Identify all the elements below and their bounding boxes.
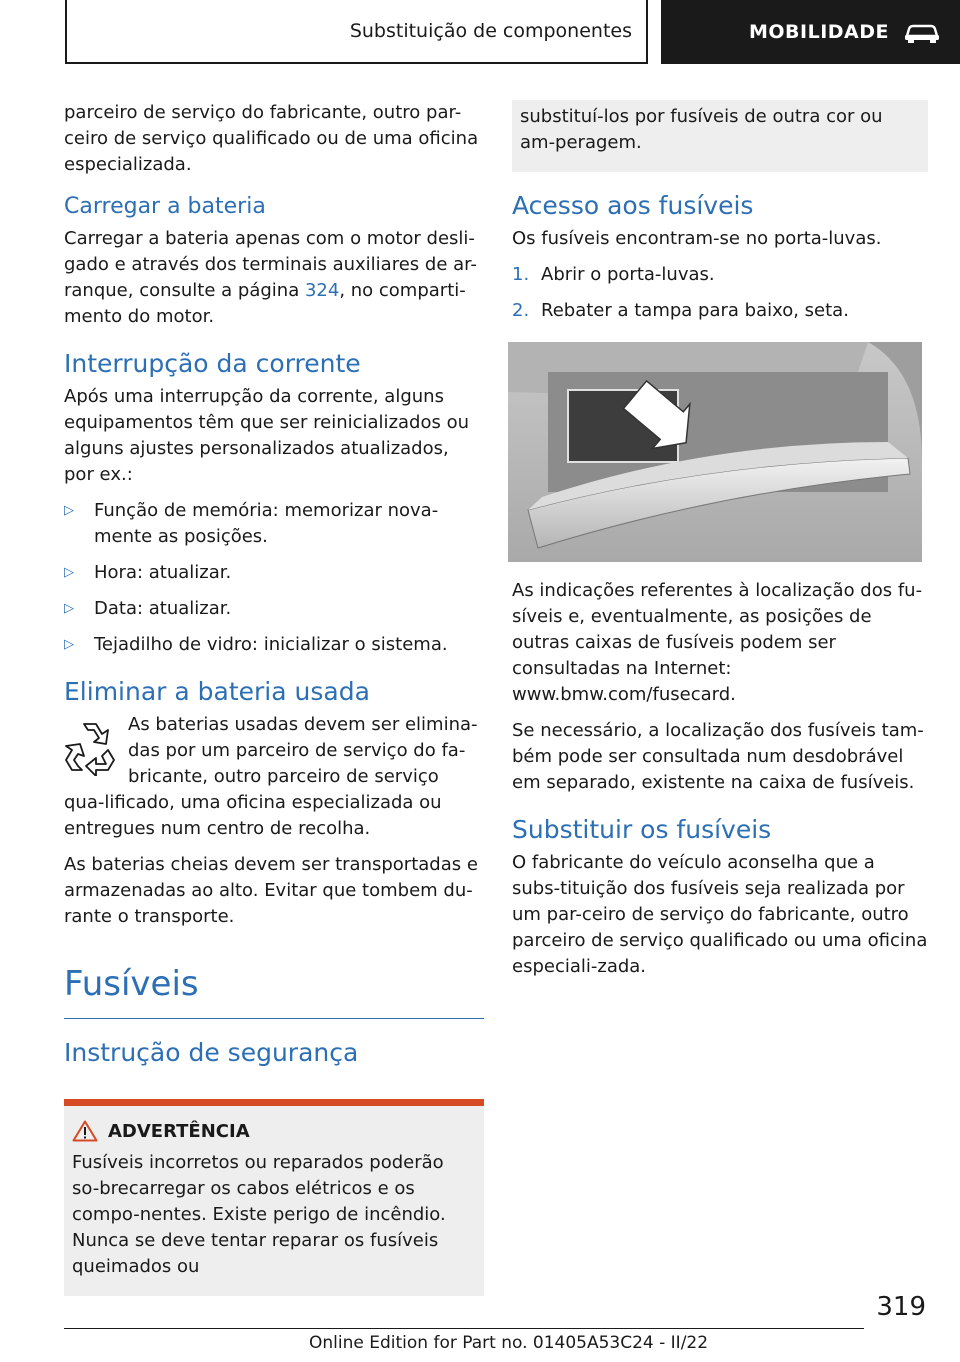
warning-header [72,1120,476,1142]
disposal-block [64,712,484,852]
triangle-bullet-icon: ▷ [64,601,74,616]
access-heading: Acesso aos fusíveis [512,191,754,220]
left-column [64,100,484,1296]
section-title: MOBILIDADE [749,21,890,43]
info-paragraph-1: As indicações referentes à localização dos fu-síveis e, eventualmente, as posições de outras caixas de fusíveis podem ser consultadas na Internet: www.bmw.com/fusecard. [512,580,923,705]
page-ref-link[interactable]: 324 [304,280,340,301]
charge-paragraph: Carregar a bateria apenas com o motor desli-gado e através dos terminais auxiliares de ar-ranque, consulte a página 324, no comparti-mento do motor. [64,228,477,327]
replace-heading: Substituir os fusíveis [512,815,772,844]
glovebox-photo [508,342,922,562]
interruption-list [64,498,484,658]
heading-divider [64,1018,484,1019]
list-item: ▷ Hora: atualizar. [64,560,484,586]
triangle-bullet-icon: ▷ [64,565,74,580]
replace-paragraph: O fabricante do veículo aconselha que a subs-tituição dos fusíveis seja realizada por um par-ceiro de serviço do fabricante, outro parceiro de serviço qualificado ou uma oficina especiali-zada. [512,852,928,977]
warning-continued-text: substituí-los por fusíveis de outra cor ou am-peragem. [520,106,883,153]
warning-text: Fusíveis incorretos ou reparados poderão so-brecarregar os cabos elétricos e os compo-nentes. Existe perigo de incêndio. Nunca se deve tentar reparar os fusíveis queimados ou [72,1152,446,1277]
warning-box [64,1099,484,1296]
warning-label: ADVERTÊNCIA [108,1120,250,1142]
warning-continued-box [512,100,928,172]
page-number: 319 [876,1292,926,1322]
access-steps [512,262,928,324]
safety-heading: Instrução de segurança [64,1038,359,1067]
transport-paragraph: As baterias cheias devem ser transportadas e armazenadas ao alto. Evitar que tombem du-rante o transporte. [64,854,478,927]
charge-heading: Carregar a bateria [64,194,266,219]
interruption-heading: Interrupção da corrente [64,349,361,378]
car-icon [903,20,941,44]
fuses-heading: Fusíveis [64,964,199,1004]
right-column [512,100,928,990]
access-paragraph: Os fusíveis encontram-se no porta-luvas. [512,228,882,249]
list-item: ▷ Data: atualizar. [64,596,484,622]
disposal-heading: Eliminar a bateria usada [64,677,370,706]
triangle-bullet-icon: ▷ [64,503,74,518]
intro-paragraph: parceiro de serviço do fabricante, outro par-ceiro de serviço qualificado ou de uma oficina especializada. [64,102,479,175]
interruption-paragraph: Após uma interrupção da corrente, alguns equipamentos têm que ser reinicializados ou alguns ajustes personalizados atualizados, por ex.: [64,386,469,485]
chapter-title: Substituição de componentes [349,20,632,42]
edition-label: Online Edition for Part no. 01405A53C24 - II/22 [309,1333,709,1353]
chapter-tab [65,0,648,64]
recycle-icon [64,718,116,776]
info-paragraph-2: Se necessário, a localização dos fusíveis tam-bém pode ser consultada num desdobrável em separado, existente na caixa de fusíveis. [512,720,924,793]
footer-divider [64,1328,864,1329]
list-item: ▷ Função de memória: memorizar nova-mente as posições. [64,498,484,550]
list-item: ▷ Tejadilho de vidro: inicializar o sistema. [64,632,484,658]
triangle-bullet-icon: ▷ [64,637,74,652]
list-item: 2. Rebater a tampa para baixo, seta. [512,300,849,321]
warning-triangle-icon [72,1120,98,1142]
disposal-paragraph: As baterias usadas devem ser elimina-das por um parceiro de serviço do fa-bricante, outro parceiro de serviço qua-lificado, uma oficina especializada ou entregues num centro de recolha. [64,714,478,839]
list-item: 1. Abrir o porta-luvas. [512,264,715,285]
section-tab [661,0,960,64]
